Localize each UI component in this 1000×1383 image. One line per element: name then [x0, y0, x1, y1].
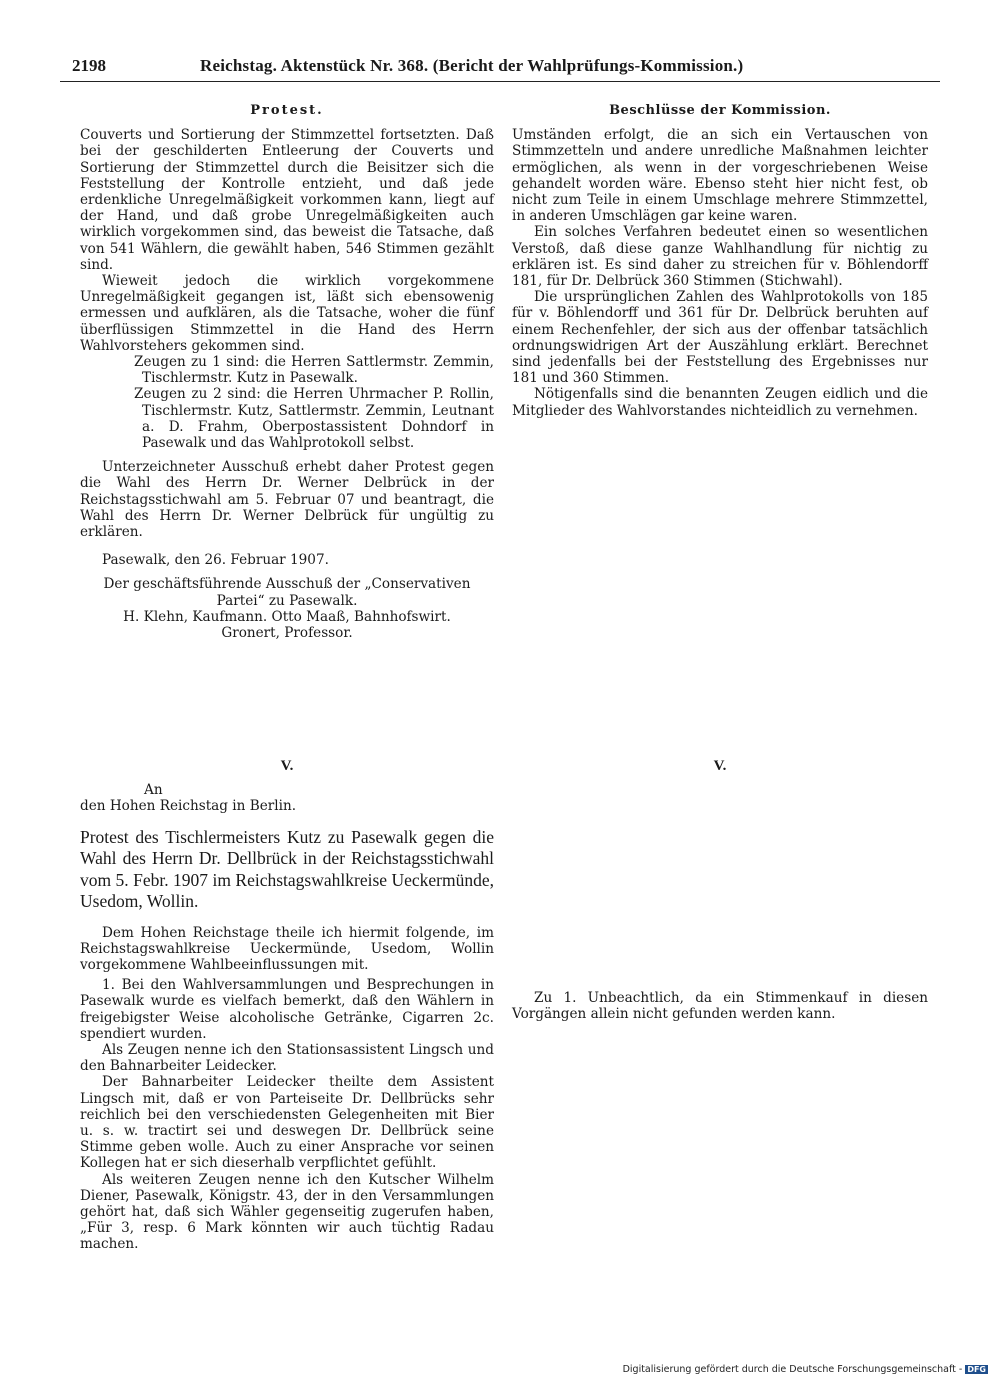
right-paragraph-3: Die ursprünglichen Zahlen des Wahlprotokolls von 185 für v. Böhlendorff und 361 für Dr. Delbrück beruhten auf einem Rechenfehler, der sich aus der offenbar tatsächlich ordnungswidrigen Art der Auszählung erklärt. Berechnet sind jedenfalls bei der Feststellung des Ergebnisses nur 181 und 360 Stimmen.: [512, 289, 928, 387]
left-column-heading: Protest.: [250, 103, 324, 118]
left-paragraph-3: Unterzeichneter Ausschuß erhebt daher Protest gegen die Wahl des Herrn Dr. Werner Delbrück in der Reichstagsstichwahl am 5. Februar 07 und beantragt, die Wahl des Herrn Dr. Werner Delbrück für ungültig zu erklären.: [80, 459, 494, 541]
right-column-upper: [512, 103, 928, 419]
right-paragraph-1: Umständen erfolgt, die an sich ein Vertauschen von Stimmzetteln und andere unredliche Maßnahmen leichter ermöglichen, als wenn in der vorgeschriebenen Weise gehandelt worden wäre. Ebenso steht hier nicht fest, ob nicht zum Teile in einem Umschlage mehrere Stimmzettel, in anderen Umschlägen gar keine waren.: [512, 127, 928, 225]
place-date: Pasewalk, den 26. Februar 1907.: [102, 552, 329, 569]
committee-line: Der geschäftsführende Ausschuß der „Conservativen Partei“ zu Pasewalk.: [103, 576, 471, 609]
address-line-2: den Hohen Reichstag in Berlin.: [80, 798, 297, 815]
protest-title: Protest des Tischlermeisters Kutz zu Pasewalk gegen die Wahl des Herrn Dr. Dellbrück in der Reichstagsstichwahl vom 5. Febr. 1907 im Reichstagswahlkreise Ueckermünde, Usedom, Wollin.: [80, 826, 494, 912]
left-section-number: V.: [280, 758, 294, 774]
right-column-decision: [512, 990, 928, 1022]
left-paragraph-7: Der Bahnarbeiter Leidecker theilte dem Assistent Lingsch mit, daß er von Parteiseite Dr. Dellbrücks sehr reichlich bei den verschiedensten Gelegenheiten mit Bier u. s. w. tractirt sei und deswegen Dr. Dellbrück seine Stimme geben wolle. Auch zu einer Ansprache vor seinen Kollegen hat er sich dieserhalb verpflichtet gefühlt.: [80, 1074, 494, 1172]
right-paragraph-4: Nötigenfalls sind die benannten Zeugen eidlich und die Mitglieder des Wahlvorstandes nichteidlich zu vernehmen.: [512, 386, 928, 419]
left-paragraph-6: Als Zeugen nenne ich den Stationsassistent Lingsch und den Bahnarbeiter Leidecker.: [80, 1042, 494, 1075]
dfg-logo: DFG: [967, 1365, 986, 1374]
left-column-upper: [80, 103, 494, 641]
left-paragraph-4: Dem Hohen Reichstage theile ich hiermit folgende, im Reichstagswahlkreise Ueckermünde, Usedom, Wollin vorgekommene Wahlbeeinflussungen mit.: [80, 924, 494, 974]
signers-line-2: Gronert, Professor.: [221, 625, 353, 642]
left-paragraph-1: Couverts und Sortierung der Stimmzettel fortsetzten. Daß bei der geschilderten Entleerung der Couverts und Sortierung der Stimmzettel durch die Beisitzer sich die Feststellung der Kontrolle entzieht, und daß jede erdenkliche Unregelmäßigkeit vorkommen kann, liegt auf der Hand, und daß grobe Unregelmäßigkeiten auch wirklich vorgekommen sind, das beweist die Tatsache, daß von 541 Wählern, die gewählt haben, 546 Stimmen gezählt sind.: [80, 127, 494, 273]
right-column-heading: Beschlüsse der Kommission.: [609, 103, 831, 118]
right-column-lower: [512, 758, 928, 774]
page-header: [60, 58, 940, 82]
right-section-number: V.: [713, 758, 727, 774]
footer-credit: Digitalisierung gefördert durch die Deutsche Forschungsgemeinschaft -: [622, 1364, 963, 1375]
running-title: Reichstag. Aktenstück Nr. 368. (Bericht der Wahlprüfungs-Kommission.): [200, 56, 744, 75]
right-paragraph-5: Zu 1. Unbeachtlich, da ein Stimmenkauf in diesen Vorgängen allein nicht gefunden werden kann.: [512, 990, 928, 1023]
left-paragraph-5: 1. Bei den Wahlversammlungen und Besprechungen in Pasewalk wurde es vielfach bemerkt, daß den Wählern in freigebigster Weise alcoholische Getränke, Cigarren 2c. spendiert wurden.: [80, 977, 494, 1042]
left-paragraph-8: Als weiteren Zeugen nenne ich den Kutscher Wilhelm Diener, Pasewalk, Königstr. 43, der in den Versammlungen gehört hat, daß sich Wähler gegenseitig zugerufen haben, „Für 3, resp. 6 Mark könnten wir auch tüchtig Radau machen.: [80, 1171, 494, 1253]
left-paragraph-2: Wieweit jedoch die wirklich vorgekommene Unregelmäßigkeit gegangen ist, läßt sich ebensowenig ermessen und aufklären, als die Tatsache, woher die fünf überflüssigen Stimmzettel in die Hand des Herrn Wahlvorstehers gekommen sind.: [80, 273, 494, 354]
right-paragraph-2: Ein solches Verfahren bedeutet einen so wesentlichen Verstoß, daß diese ganze Wahlhandlung für nichtig zu erklären ist. Es sind daher zu streichen für v. Böhlendorff 181, für Dr. Delbrück 360 Stimmen (Stichwahl).: [512, 224, 928, 290]
address-line-1: An: [144, 782, 163, 799]
page-number: 2198: [72, 56, 106, 75]
left-column-lower: [80, 758, 494, 1253]
witness-list-2: Zeugen zu 2 sind: die Herren Uhrmacher P. Rollin, Tischlermstr. Kutz, Sattlermstr. Zemmin, Leutnant a. D. Frahm, Oberpostassistent Dohndorf in Pasewalk und das Wahlprotokoll selbst.: [134, 386, 494, 452]
page-footer: [623, 1364, 988, 1375]
witness-list-1: Zeugen zu 1 sind: die Herren Sattlermstr. Zemmin, Tischlermstr. Kutz in Pasewalk.: [134, 354, 494, 387]
signers-line-1: H. Klehn, Kaufmann. Otto Maaß, Bahnhofswirt.: [123, 608, 451, 625]
